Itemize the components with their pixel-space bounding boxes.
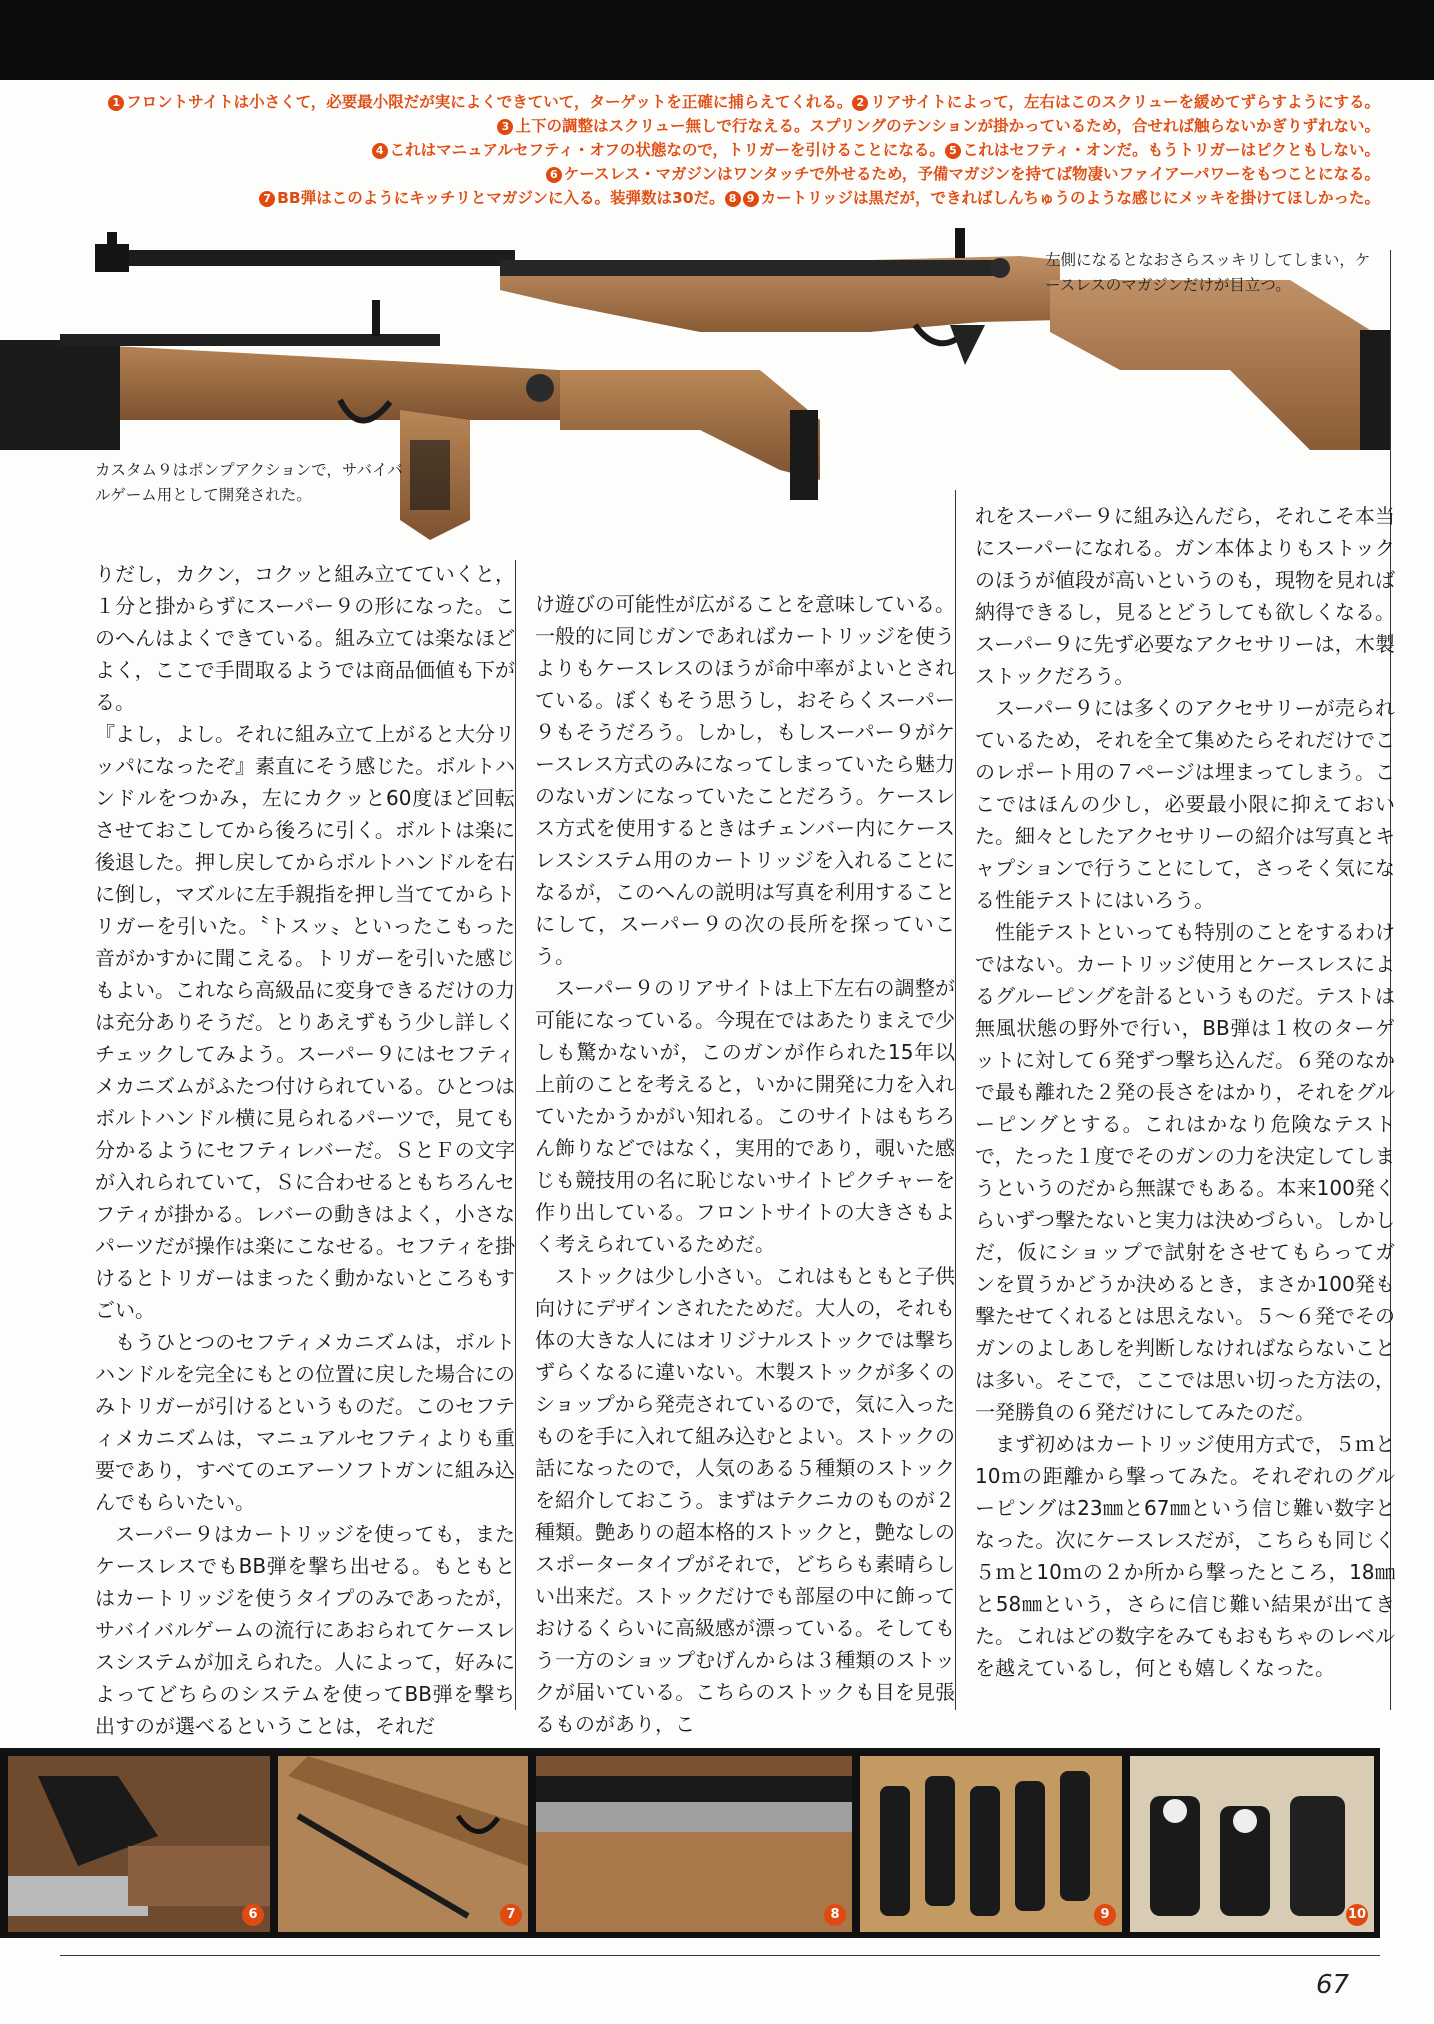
caption-line	[60, 138, 1380, 162]
footer-rule	[60, 1955, 1380, 1956]
thumbnail-photo-10	[1130, 1756, 1374, 1932]
top-black-band	[0, 0, 1434, 80]
page-number: 67	[1316, 1970, 1350, 2000]
photo-caption-right: 左側になるとなおさらスッキリしてしまい，ケースレスのマガジンだけが目立つ。	[1045, 251, 1371, 294]
caption-number-badge: 8	[725, 191, 741, 207]
article-paragraph: まず初めはカートリッジ使用方式で，５ｍと10ｍの距離から撃ってみた。それぞれのグルーピングは23㎜と67㎜という信じ難い数字となった。次にケースレスだが，こちらも同じく５ｍと10ｍの２か所から撃ったところ，18㎜と58㎜という，さらに信じ難い結果が出てきた。これはどの数字をみてもおもちゃのレベルを越えているし，何とも嬉しくなった。	[975, 1432, 1395, 1680]
article-paragraph: け遊びの可能性が広がることを意味している。一般的に同じガンであればカートリッジを使うよりもケースレスのほうが命中率がよいとされている。ぼくもそう思うし，おそらくスーパー９もそうだろう。しかし，もしスーパー９がケースレス方式のみになってしまっていたら魅力のないガンになっていたことだろう。ケースレス方式を使用するときはチェンバー内にケースレスシステム用のカートリッジを入れることになるが，このへんの説明は写真を利用することにして，スーパー９の次の長所を探っていこう。	[535, 592, 955, 968]
photo-caption-left: カスタム９はポンプアクションで，サバイバルゲーム用として開発された。	[95, 461, 403, 504]
caption-number-badge: 5	[945, 143, 961, 159]
article-paragraph: 『よし，よし。それに組み立て上がると大分リッパになったぞ』素直にそう感じた。ボルトハンドルをつかみ，左にカクッと60度ほど回転させておこしてから後ろに引く。ボルトは楽に後退した。押し戻してからボルトハンドルを右に倒し，マズルに左手親指を押し当ててからトリガーを引いた。〝トスッ〟といったこもった音がかすかに聞こえる。トリガーを引いた感じもよい。これなら高級品に変身できるだけの力は充分ありそうだ。とりあえずもう少し詳しくチェックしてみよう。スーパー９にはセフティメカニズムがふたつ付けられている。ひとつはボルトハンドル横に見られるパーツで，見ても分かるようにセフティレバーだ。ＳとＦの文字が入れられていて，Ｓに合わせるともちろんセフティが掛かる。レバーの動きはよく，小さなパーツだが操作は楽にこなせる。セフティを掛けるとトリガーはまったく動かないところもすごい。	[95, 722, 515, 1322]
article-paragraph: 性能テストといっても特別のことをするわけではない。カートリッジ使用とケースレスによるグルーピングを計るというものだ。テストは無風状態の野外で行い，BB弾は１枚のターゲットに対して６発ずつ撃ち込んだ。６発のなかで最も離れた２発の長さをはかり，それをグルーピングとする。これはかなり危険なテストで，たった１度でそのガンの力を決定してしまうというのだから無謀でもある。本来100発くらいずつ撃たないと実力は決めづらい。しかしだ，仮にショップで試射をさせてもらってガンを買うかどうか決めるとき，まさか100発も撃たせてくれるとは思えない。５～６発でそのガンのよしあしを判断しなければならないことは多い。そこで，ここでは思い切った方法の，一発勝負の６発だけにしてみたのだ。	[975, 920, 1395, 1424]
article-paragraph: スーパー９には多くのアクセサリーが売られているため，それを全て集めたらそれだけでこのレポート用の７ページは埋まってしまう。ここではほんの少し，必要最小限に抑えておいた。細々としたアクセサリーの紹介は写真とキャプションで行うことにして，さっそく気になる性能テストにはいろう。	[975, 696, 1395, 912]
caption-line	[60, 90, 1380, 114]
caption-number-badge: 3	[497, 119, 513, 135]
caption-text: リアサイトによって，左右はこのスクリューを緩めてずらすようにする。	[870, 93, 1380, 111]
thumbnail-photo-9	[860, 1756, 1122, 1932]
caption-line	[60, 114, 1380, 138]
article-column-2	[535, 588, 955, 1740]
article-paragraph: りだし，カクン，コクッと組み立てていくと，１分と掛からずにスーパー９の形になった。このへんはよくできている。組み立ては楽なほどよく，ここで手間取るようでは商品価値も下がる。	[95, 562, 515, 714]
caption-text: カートリッジは黒だが，できればしんちゅうのような感じにメッキを掛けてほしかった。	[760, 189, 1380, 207]
caption-text: これはマニュアルセフティ・オフの状態なので，トリガーを引けることになる。	[389, 141, 945, 159]
caption-number-badge: 1	[108, 95, 124, 111]
thumbnail-number: 8	[824, 1904, 846, 1926]
thumbnail-photo-6	[8, 1756, 270, 1932]
thumbnail-photo-8	[536, 1756, 852, 1932]
caption-text: 上下の調整はスクリュー無しで行なえる。スプリングのテンションが掛かっているため，合せれば触らないかぎりずれない。	[515, 117, 1380, 135]
article-column-1	[95, 558, 515, 1742]
caption-text: フロントサイトは小さくて，必要最小限だが実によくできていて，ターゲットを正確に捕らえてくれる。	[126, 93, 853, 111]
caption-text: これはセフティ・オンだ。もうトリガーはピクともしない。	[962, 141, 1380, 159]
caption-number-badge: 6	[546, 167, 562, 183]
thumbnail-number: 6	[242, 1904, 264, 1926]
caption-line	[60, 186, 1380, 210]
article-paragraph: もうひとつのセフティメカニズムは，ボルトハンドルを完全にもとの位置に戻した場合にのみトリガーが引けるというものだ。このセフティメカニズムは，マニュアルセフティよりも重要であり，すべてのエアーソフトガンに組み込んでもらいたい。	[95, 1330, 515, 1514]
caption-number-badge: 2	[852, 95, 868, 111]
column-rule-2	[955, 490, 956, 1710]
caption-number-badge: 9	[743, 191, 759, 207]
thumbnail-number: 7	[500, 1904, 522, 1926]
article-column-3	[975, 500, 1395, 1684]
caption-number-badge: 4	[372, 143, 388, 159]
article-paragraph: スーパー９はカートリッジを使っても，またケースレスでもBB弾を撃ち出せる。もともとはカートリッジを使うタイプのみであったが，サバイバルゲームの流行にあおられてケースレスシステムが加えられた。人によって，好みによってどちらのシステムを使ってBB弾を撃ち出すのが選べるということは，それだ	[95, 1522, 515, 1738]
caption-text: BB弾はこのようにキッチリとマガジンに入る。装弾数は30だ。	[277, 189, 725, 207]
article-paragraph: スーパー９のリアサイトは上下左右の調整が可能になっている。今現在ではあたりまえで少しも驚かないが，このガンが作られた15年以上前のことを考えると，いかに開発に力を入れていたかうかがい知れる。このサイトはもちろん飾りなどではなく，実用的であり，覗いた感じも競技用の名に恥じないサイトピクチャーを作り出している。フロントサイトの大きさもよく考えられているためだ。	[535, 976, 955, 1256]
column-rule-1	[515, 560, 516, 1710]
thumbnail-photo-7	[278, 1756, 528, 1932]
article-paragraph: ストックは少し小さい。これはもともと子供向けにデザインされたためだ。大人の，それも体の大きな人にはオリジナルストックでは撃ちずらくなるに違いない。木製ストックが多くのショップから発売されているので，気に入ったものを手に入れて組み込むとよい。ストックの話になったので，人気のある５種類のストックを紹介しておこう。まずはテクニカのものが２種類。艶ありの超本格的ストックと，艶なしのスポータータイプがそれで，どちらも素晴らしい出来だ。ストックだけでも部屋の中に飾っておけるくらいに高級感が漂っている。そしてもう一方のショップむげんからは３種類のストックが届いている。こちらのストックも目を見張るものがあり，こ	[535, 1264, 955, 1736]
article-paragraph: れをスーパー９に組み込んだら，それこそ本当にスーパーになれる。ガン本体よりもストックのほうが値段が高いというのも，現物を見れば納得できるし，見るとどうしても欲しくなる。スーパー９に先ず必要なアクセサリーは，木製ストックだろう。	[975, 504, 1395, 688]
thumbnail-number: 10	[1346, 1904, 1368, 1926]
caption-number-badge: 7	[259, 191, 275, 207]
thumbnail-number: 9	[1094, 1904, 1116, 1926]
caption-text: ケースレス・マガジンはワンタッチで外せるため，予備マガジンを持てば物凄いファイアーパワーをもつことになる。	[563, 165, 1380, 183]
caption-line	[60, 162, 1380, 186]
photo-captions-block	[60, 90, 1380, 210]
